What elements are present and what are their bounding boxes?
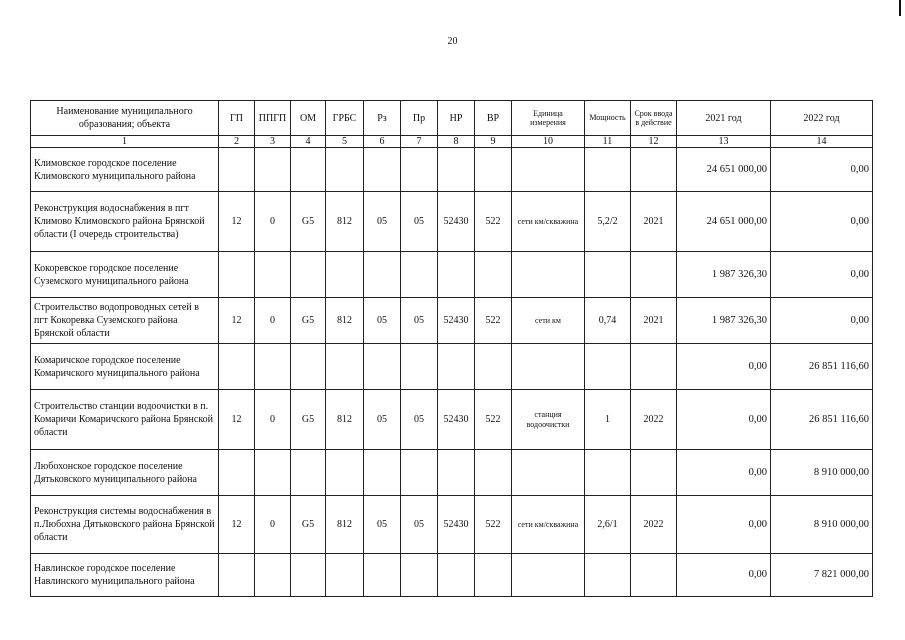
column-number: 7 <box>401 136 438 148</box>
cell-2022: 26 851 116,60 <box>771 390 873 450</box>
row-name: Комаричское городское поселение Комаричского муниципального района <box>31 344 219 390</box>
cell-2021: 0,00 <box>677 390 771 450</box>
column-number: 4 <box>291 136 326 148</box>
cell-2021: 1 987 326,30 <box>677 252 771 298</box>
cell-gp <box>219 450 255 496</box>
cell-capacity <box>585 554 631 597</box>
column-number: 12 <box>631 136 677 148</box>
cell-pr <box>401 252 438 298</box>
cell-unit <box>512 148 585 192</box>
cell-term <box>631 148 677 192</box>
header-ppgp: ППГП <box>255 101 291 136</box>
cell-unit: станция водоочистки <box>512 390 585 450</box>
cell-ppgp <box>255 554 291 597</box>
column-number: 3 <box>255 136 291 148</box>
cell-unit <box>512 344 585 390</box>
cell-grbs <box>326 450 364 496</box>
cell-ppgp: 0 <box>255 390 291 450</box>
table-row <box>31 252 873 298</box>
cell-term <box>631 450 677 496</box>
cell-vr: 522 <box>475 192 512 252</box>
column-number-row <box>31 136 873 148</box>
column-number: 6 <box>364 136 401 148</box>
cell-unit: сети км <box>512 298 585 344</box>
column-number: 2 <box>219 136 255 148</box>
header-gp: ГП <box>219 101 255 136</box>
cell-ppgp <box>255 148 291 192</box>
cell-ppgp <box>255 252 291 298</box>
table-row <box>31 390 873 450</box>
header-name: Наименование муниципального образования; объекта <box>31 101 219 136</box>
row-name: Строительство станции водоочистки в п. Комаричи Комаричского района Брянской области <box>31 390 219 450</box>
cell-pr <box>401 148 438 192</box>
header-2022: 2022 год <box>771 101 873 136</box>
cell-pr: 05 <box>401 192 438 252</box>
cell-ppgp: 0 <box>255 192 291 252</box>
cell-gp: 12 <box>219 496 255 554</box>
cell-2022: 0,00 <box>771 192 873 252</box>
cell-rz: 05 <box>364 192 401 252</box>
table-row <box>31 450 873 496</box>
cell-capacity <box>585 344 631 390</box>
scan-edge-mark <box>899 0 901 16</box>
cell-pr <box>401 344 438 390</box>
column-number: 5 <box>326 136 364 148</box>
header-capacity: Мощность <box>585 101 631 136</box>
cell-grbs: 812 <box>326 496 364 554</box>
cell-ppgp <box>255 344 291 390</box>
cell-nr: 52430 <box>438 192 475 252</box>
cell-term <box>631 252 677 298</box>
column-number: 1 <box>31 136 219 148</box>
row-name: Навлинское городское поселение Навлинского муниципального района <box>31 554 219 597</box>
cell-2021: 0,00 <box>677 344 771 390</box>
cell-pr <box>401 554 438 597</box>
cell-gp <box>219 252 255 298</box>
cell-grbs <box>326 344 364 390</box>
cell-nr <box>438 148 475 192</box>
header-grbs: ГРБС <box>326 101 364 136</box>
header-pr: Пр <box>401 101 438 136</box>
cell-2022: 8 910 000,00 <box>771 496 873 554</box>
cell-unit: сети км/скважина <box>512 496 585 554</box>
budget-table <box>30 100 873 597</box>
cell-2022: 0,00 <box>771 148 873 192</box>
row-name: Реконструкция системы водоснабжения в п.Любохна Дятьковского района Брянской области <box>31 496 219 554</box>
row-name: Любохонское городское поселение Дятьковского муниципального района <box>31 450 219 496</box>
cell-rz <box>364 344 401 390</box>
cell-term: 2022 <box>631 496 677 554</box>
cell-grbs: 812 <box>326 390 364 450</box>
cell-rz <box>364 450 401 496</box>
table-row <box>31 192 873 252</box>
cell-gp: 12 <box>219 192 255 252</box>
cell-gp <box>219 148 255 192</box>
cell-rz: 05 <box>364 298 401 344</box>
cell-rz: 05 <box>364 390 401 450</box>
table-row <box>31 554 873 597</box>
header-nr: НР <box>438 101 475 136</box>
cell-gp <box>219 554 255 597</box>
cell-capacity <box>585 148 631 192</box>
cell-capacity <box>585 450 631 496</box>
cell-2021: 0,00 <box>677 554 771 597</box>
cell-pr <box>401 450 438 496</box>
cell-nr: 52430 <box>438 390 475 450</box>
cell-om <box>291 252 326 298</box>
cell-om <box>291 148 326 192</box>
cell-unit <box>512 252 585 298</box>
cell-vr: 522 <box>475 496 512 554</box>
cell-capacity <box>585 252 631 298</box>
cell-rz <box>364 554 401 597</box>
cell-capacity: 0,74 <box>585 298 631 344</box>
cell-2021: 24 651 000,00 <box>677 148 771 192</box>
cell-vr: 522 <box>475 390 512 450</box>
cell-2021: 0,00 <box>677 450 771 496</box>
table-row <box>31 298 873 344</box>
cell-nr <box>438 450 475 496</box>
cell-vr <box>475 554 512 597</box>
cell-term: 2021 <box>631 192 677 252</box>
cell-om <box>291 554 326 597</box>
cell-om: G5 <box>291 496 326 554</box>
cell-2021: 1 987 326,30 <box>677 298 771 344</box>
column-number: 14 <box>771 136 873 148</box>
cell-unit <box>512 554 585 597</box>
row-name: Реконструкция водоснабжения в пгт Климово Климовского района Брянской области (I очередь строительства) <box>31 192 219 252</box>
cell-2022: 8 910 000,00 <box>771 450 873 496</box>
cell-rz: 05 <box>364 496 401 554</box>
cell-vr <box>475 148 512 192</box>
cell-pr: 05 <box>401 390 438 450</box>
cell-2022: 0,00 <box>771 252 873 298</box>
cell-grbs <box>326 252 364 298</box>
cell-capacity: 2,6/1 <box>585 496 631 554</box>
cell-nr: 52430 <box>438 496 475 554</box>
cell-2021: 24 651 000,00 <box>677 192 771 252</box>
column-number: 13 <box>677 136 771 148</box>
cell-ppgp: 0 <box>255 496 291 554</box>
cell-nr <box>438 252 475 298</box>
cell-unit: сети км/скважина <box>512 192 585 252</box>
column-number: 11 <box>585 136 631 148</box>
cell-om <box>291 344 326 390</box>
cell-capacity: 1 <box>585 390 631 450</box>
cell-ppgp <box>255 450 291 496</box>
table-row <box>31 496 873 554</box>
cell-gp <box>219 344 255 390</box>
cell-vr <box>475 344 512 390</box>
cell-term: 2022 <box>631 390 677 450</box>
column-number: 10 <box>512 136 585 148</box>
row-name: Кокоревское городское поселение Суземского муниципального района <box>31 252 219 298</box>
cell-capacity: 5,2/2 <box>585 192 631 252</box>
cell-grbs: 812 <box>326 298 364 344</box>
cell-ppgp: 0 <box>255 298 291 344</box>
cell-term: 2021 <box>631 298 677 344</box>
cell-gp: 12 <box>219 298 255 344</box>
cell-term <box>631 554 677 597</box>
cell-pr: 05 <box>401 496 438 554</box>
cell-nr: 52430 <box>438 298 475 344</box>
cell-rz <box>364 148 401 192</box>
row-name: Строительство водопроводных сетей в пгт Кокоревка Суземского района Брянской области <box>31 298 219 344</box>
cell-pr: 05 <box>401 298 438 344</box>
cell-om: G5 <box>291 390 326 450</box>
column-number: 8 <box>438 136 475 148</box>
header-unit: Единица измерения <box>512 101 585 136</box>
cell-om: G5 <box>291 192 326 252</box>
cell-grbs <box>326 554 364 597</box>
header-vr: ВР <box>475 101 512 136</box>
cell-nr <box>438 554 475 597</box>
header-row <box>31 101 873 136</box>
cell-unit <box>512 450 585 496</box>
cell-2022: 0,00 <box>771 298 873 344</box>
cell-vr <box>475 252 512 298</box>
cell-2022: 7 821 000,00 <box>771 554 873 597</box>
cell-2022: 26 851 116,60 <box>771 344 873 390</box>
cell-rz <box>364 252 401 298</box>
cell-om: G5 <box>291 298 326 344</box>
cell-vr <box>475 450 512 496</box>
cell-grbs <box>326 148 364 192</box>
header-term: Срок ввода в действие <box>631 101 677 136</box>
header-rz: Рз <box>364 101 401 136</box>
cell-vr: 522 <box>475 298 512 344</box>
cell-nr <box>438 344 475 390</box>
table-row <box>31 344 873 390</box>
cell-grbs: 812 <box>326 192 364 252</box>
column-number: 9 <box>475 136 512 148</box>
header-2021: 2021 год <box>677 101 771 136</box>
row-name: Климовское городское поселение Климовского муниципального района <box>31 148 219 192</box>
cell-om <box>291 450 326 496</box>
cell-term <box>631 344 677 390</box>
page-number: 20 <box>447 36 458 47</box>
cell-gp: 12 <box>219 390 255 450</box>
cell-2021: 0,00 <box>677 496 771 554</box>
header-om: ОМ <box>291 101 326 136</box>
table-row <box>31 148 873 192</box>
